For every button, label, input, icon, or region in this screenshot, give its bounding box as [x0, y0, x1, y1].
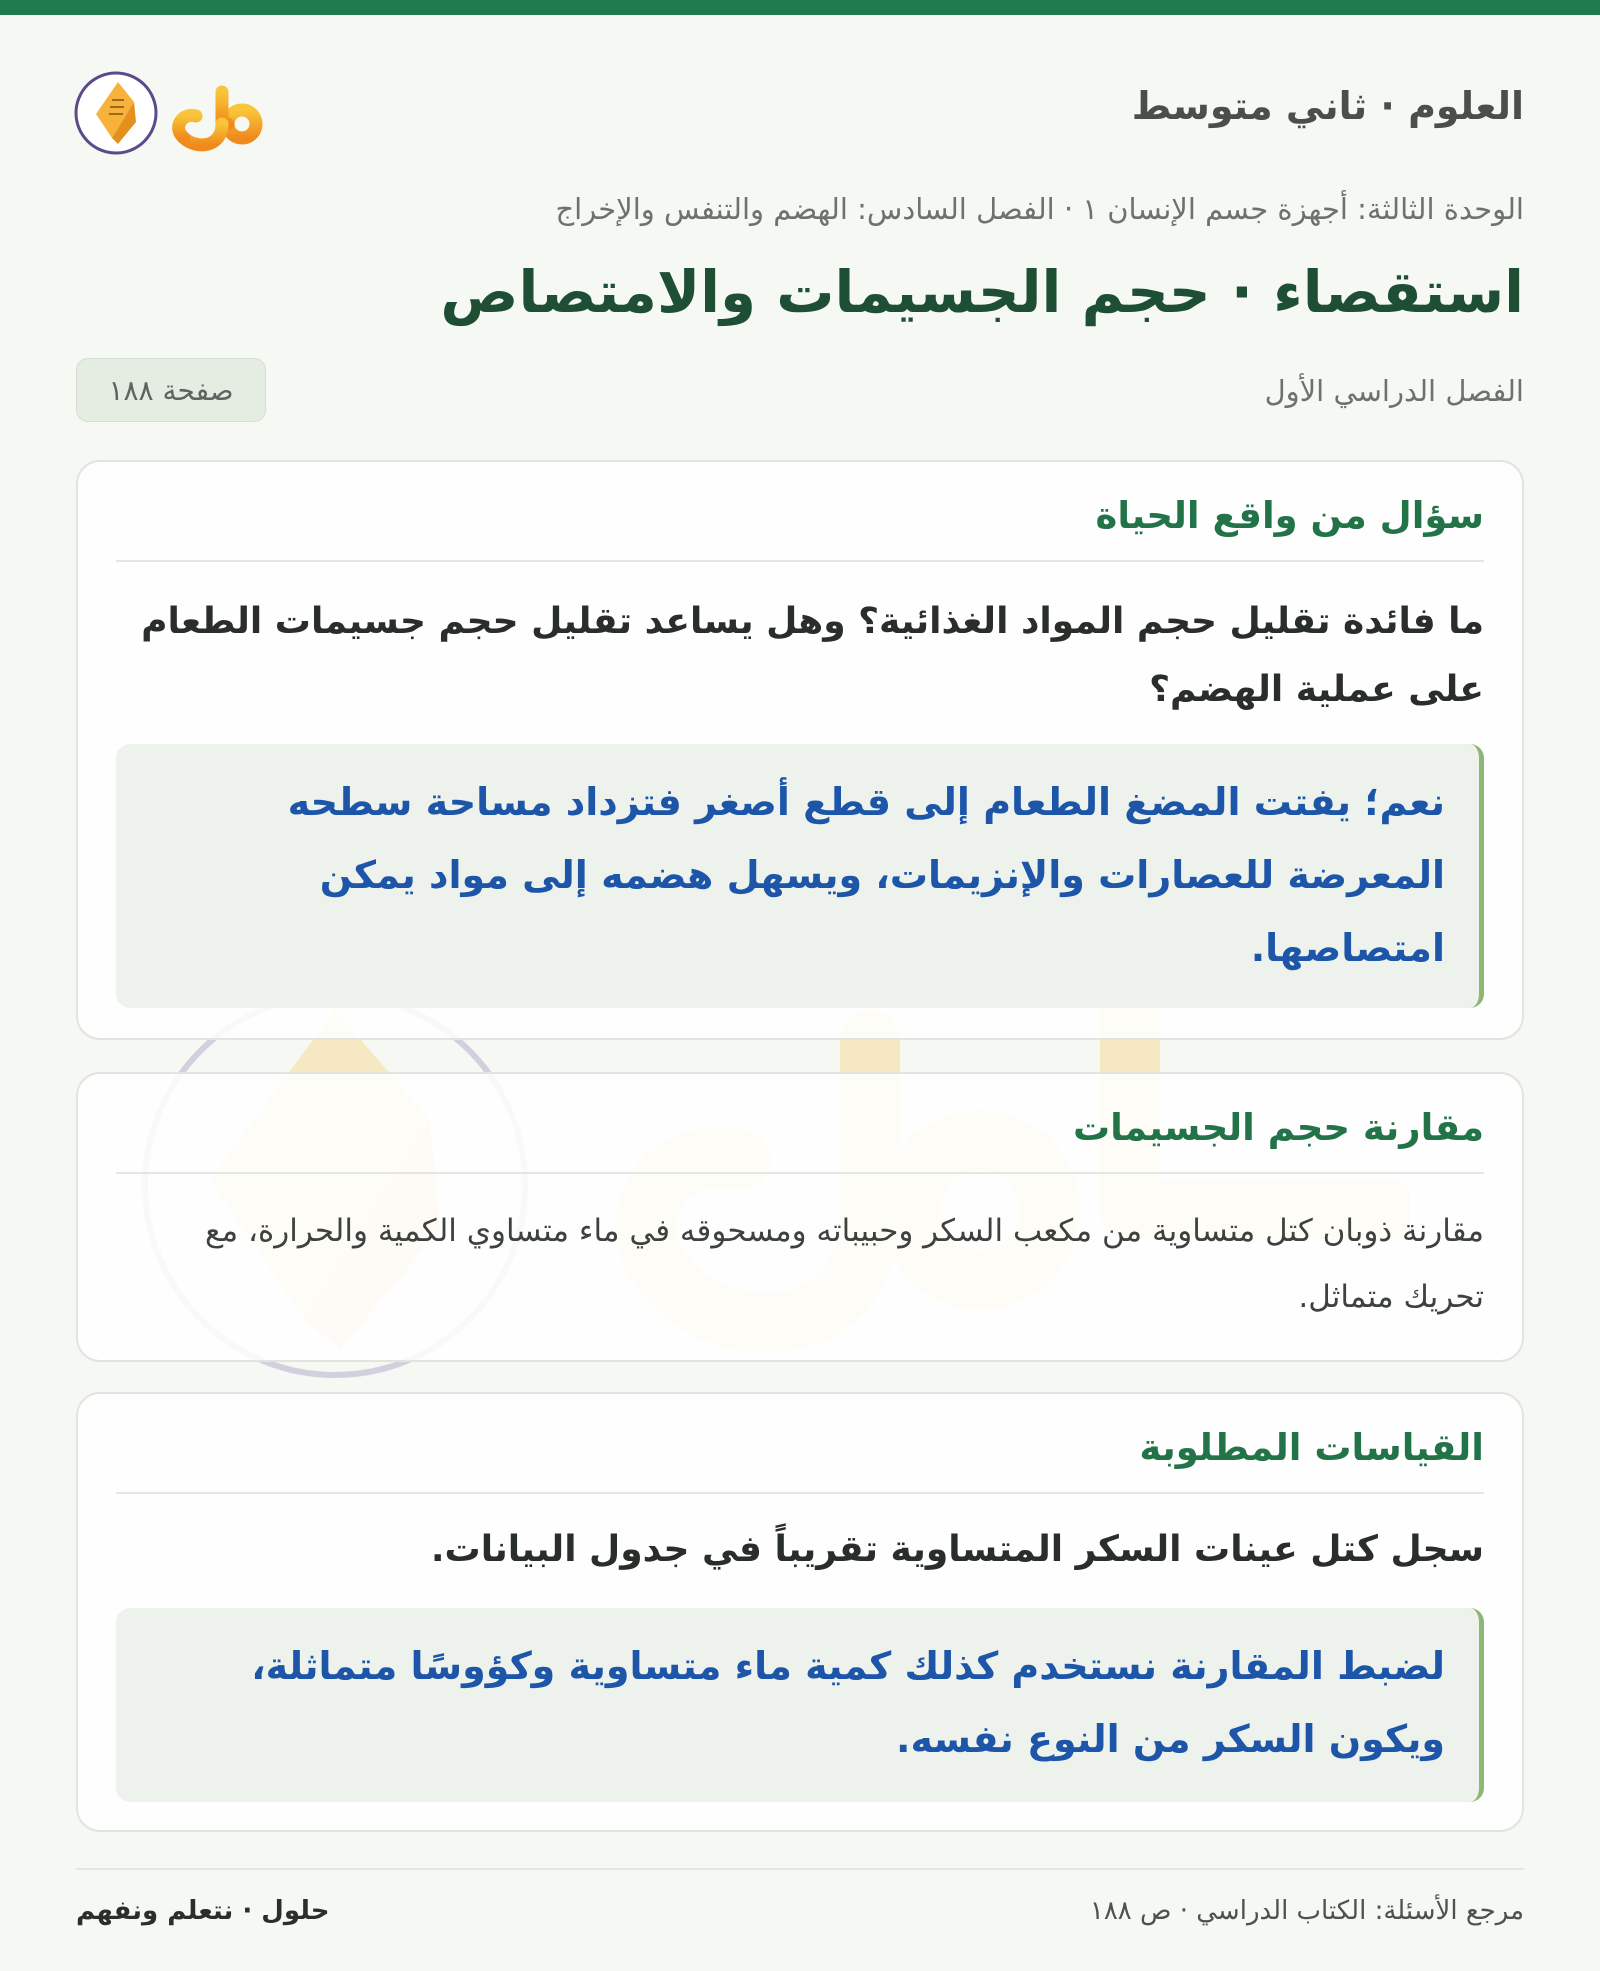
card-divider: [116, 1172, 1484, 1174]
answer-box: [116, 1608, 1484, 1802]
card-divider: [116, 560, 1484, 562]
term-label: الفصل الدراسي الأول: [1264, 374, 1524, 408]
card-divider: [116, 1492, 1484, 1494]
real-life-question-card: [76, 460, 1524, 1040]
comparison-card: [76, 1072, 1524, 1362]
comparison-text: مقارنة ذوبان كتل متساوية من مكعب السكر وحبيباته ومسحوقه في ماء متساوي الكمية والحرارة، مع تحريك متماثل.: [205, 1213, 1484, 1315]
page-number-badge: صفحة ١٨٨: [76, 358, 266, 422]
footer-divider: [76, 1868, 1524, 1870]
subject-grade: العلوم · ثاني متوسط: [1131, 84, 1524, 128]
measurements-card: [76, 1392, 1524, 1832]
breadcrumb: الوحدة الثالثة: أجهزة جسم الإنسان ١ · الفصل السادس: الهضم والتنفس والإخراج: [555, 192, 1524, 226]
answer-text: نعم؛ يفتت المضغ الطعام إلى قطع أصغر فتزداد مساحة سطحه المعرضة للعصارات والإنزيمات، ويسهل هضمه إلى مواد يمكن امتصاصها.: [287, 780, 1445, 970]
footer-brand: حلول · نتعلم ونفهم: [76, 1896, 330, 1926]
question-text: سجل كتل عينات السكر المتساوية تقريباً في جدول البيانات.: [430, 1529, 1484, 1570]
answer-box: [116, 744, 1484, 1008]
question-text: ما فائدة تقليل حجم المواد الغذائية؟ وهل يساعد تقليل حجم جسيمات الطعام على عملية الهضم؟: [141, 601, 1484, 710]
answer-text: لضبط المقارنة نستخدم كذلك كمية ماء متساوية وكؤوسًا متماثلة، ويكون السكر من النوع نفسه.: [251, 1644, 1445, 1761]
top-bar: [0, 0, 1600, 15]
card-title-comparison: مقارنة حجم الجسيمات: [1072, 1106, 1484, 1149]
card-title-real-life: سؤال من واقع الحياة: [1095, 494, 1484, 537]
card-title-measurements: القياسات المطلوبة: [1139, 1426, 1484, 1469]
logo-wordmark: [179, 74, 320, 145]
hulul-logo: [72, 52, 332, 162]
page-title: استقصاء · حجم الجسيمات والامتصاص: [440, 258, 1524, 326]
footer-reference: مرجع الأسئلة: الكتاب الدراسي · ص ١٨٨: [1089, 1896, 1524, 1926]
